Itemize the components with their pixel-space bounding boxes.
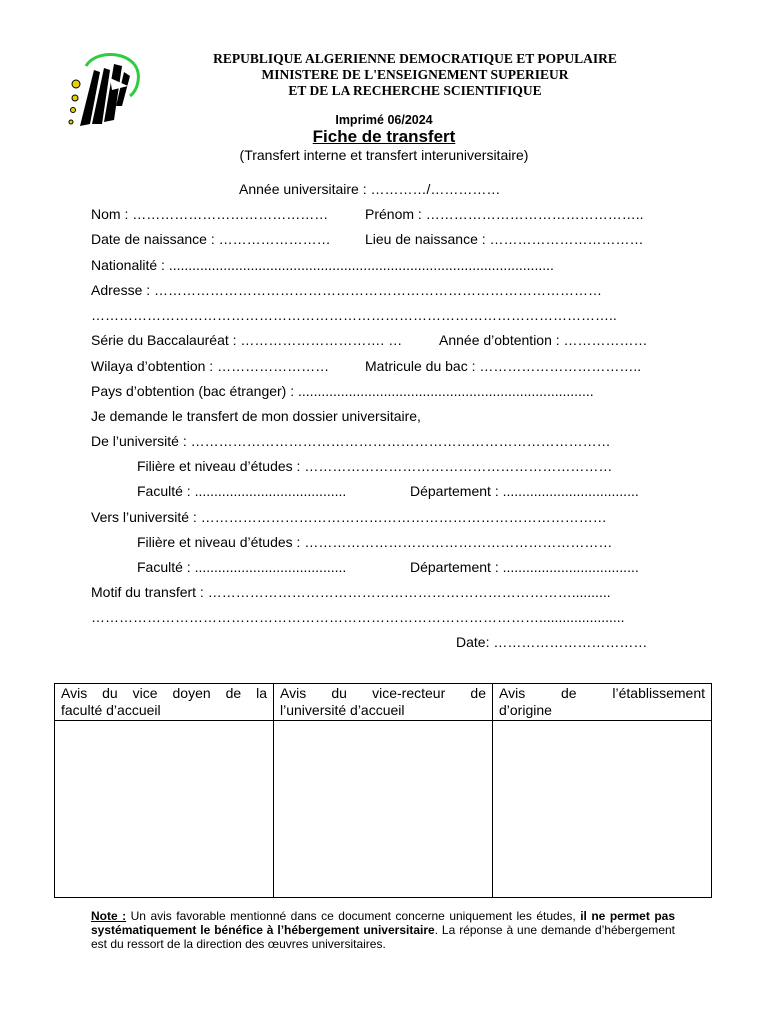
- motif-field: Motif du transfert : ……………………………………………………………………..........: [91, 584, 611, 600]
- pays-field: Pays d’obtention (bac étranger) : ............................................................................: [91, 383, 594, 399]
- de-faculte-field: Faculté : .......................................: [137, 483, 347, 499]
- avis-col1-line1: Avis du vice doyen de la: [61, 685, 267, 701]
- nom-field: Nom : ……………………………………: [91, 206, 329, 222]
- adresse-field: Adresse : ……………………………………………………………………………………: [91, 282, 603, 298]
- vers-faculte-field: Faculté : .......................................: [137, 559, 347, 575]
- avis-etablissement-header: [493, 684, 712, 721]
- matricule-field: Matricule du bac : ……………………………..: [365, 358, 642, 374]
- avis-vice-recteur-box: [274, 721, 493, 898]
- header-republic: REPUBLIQUE ALGERIENNE DEMOCRATIQUE ET POPULAIRE: [213, 51, 617, 66]
- avis-col1-line2: faculté d’accueil: [61, 702, 161, 718]
- lieu-naissance-field: Lieu de naissance : ……………………………: [365, 231, 644, 247]
- note-label: Note :: [91, 909, 127, 923]
- wilaya-field: Wilaya d’obtention : ……………………: [91, 358, 330, 374]
- demande-statement: Je demande le transfert de mon dossier universitaire,: [91, 408, 421, 424]
- prenom-field: Prénom : ………………………………………..: [365, 206, 644, 222]
- avis-vice-recteur-header: [274, 684, 493, 721]
- date-naissance-field: Date de naissance : ……………………: [91, 231, 331, 247]
- avis-vice-doyen-header: [55, 684, 274, 721]
- adresse-line2: …………………………………………………………………………………………………..: [91, 307, 617, 323]
- annee-obtention-field: Année d’obtention : ………………: [439, 332, 648, 348]
- vers-filiere-field: Filière et niveau d’études : …………………………………………………………: [137, 534, 613, 550]
- avis-col2-line1: Avis du vice-recteur de: [280, 685, 486, 701]
- note-bold: il ne permet pas systématiquement le bénéfice à l’hébergement universitaire: [91, 909, 675, 937]
- imprime-number: Imprimé 06/2024: [335, 113, 433, 127]
- header-ministry: MINISTERE DE L'ENSEIGNEMENT SUPERIEUR: [261, 67, 569, 82]
- de-universite-field: De l’université : ………………………………………………………………………………: [91, 433, 611, 449]
- university-logo: [64, 50, 144, 130]
- avis-vice-doyen-box: [55, 721, 274, 898]
- form-subtitle: (Transfert interne et transfert interuniversitaire): [239, 147, 529, 163]
- de-filiere-field: Filière et niveau d’études : …………………………………………………………: [137, 458, 613, 474]
- header-research: ET DE LA RECHERCHE SCIENTIFIQUE: [288, 83, 542, 98]
- form-title: Fiche de transfert: [312, 127, 456, 146]
- serie-bac-field: Série du Baccalauréat : …………………………. …: [91, 332, 403, 348]
- avis-col3-line2: d’origine: [499, 702, 552, 718]
- vers-departement-field: Département : ...................................: [410, 559, 639, 575]
- vers-universite-field: Vers l’université : ……………………………………………………………………………: [91, 509, 607, 525]
- note-paragraph: [91, 909, 675, 951]
- avis-etablissement-box: [493, 721, 712, 898]
- motif-line2: ……………………………………………………………………………………......................: [91, 609, 625, 625]
- avis-col3-line1: Avis de l’établissement: [499, 685, 705, 701]
- date-field: Date: ……………………………: [456, 634, 648, 650]
- avis-col2-line2: l’université d’accueil: [280, 702, 405, 718]
- de-departement-field: Département : ...................................: [410, 483, 639, 499]
- avis-table: [54, 683, 712, 898]
- nationalite-field: Nationalité : ...................................................................................................: [91, 257, 554, 273]
- note-text1: Un avis favorable mentionné dans ce document concerne uniquement les études,: [126, 909, 581, 923]
- annee-universitaire: Année universitaire : …………/……………: [239, 181, 501, 197]
- note-text2: . La réponse à une demande d’hébergement est du ressort de la direction des œuvres universitaires.: [91, 923, 675, 951]
